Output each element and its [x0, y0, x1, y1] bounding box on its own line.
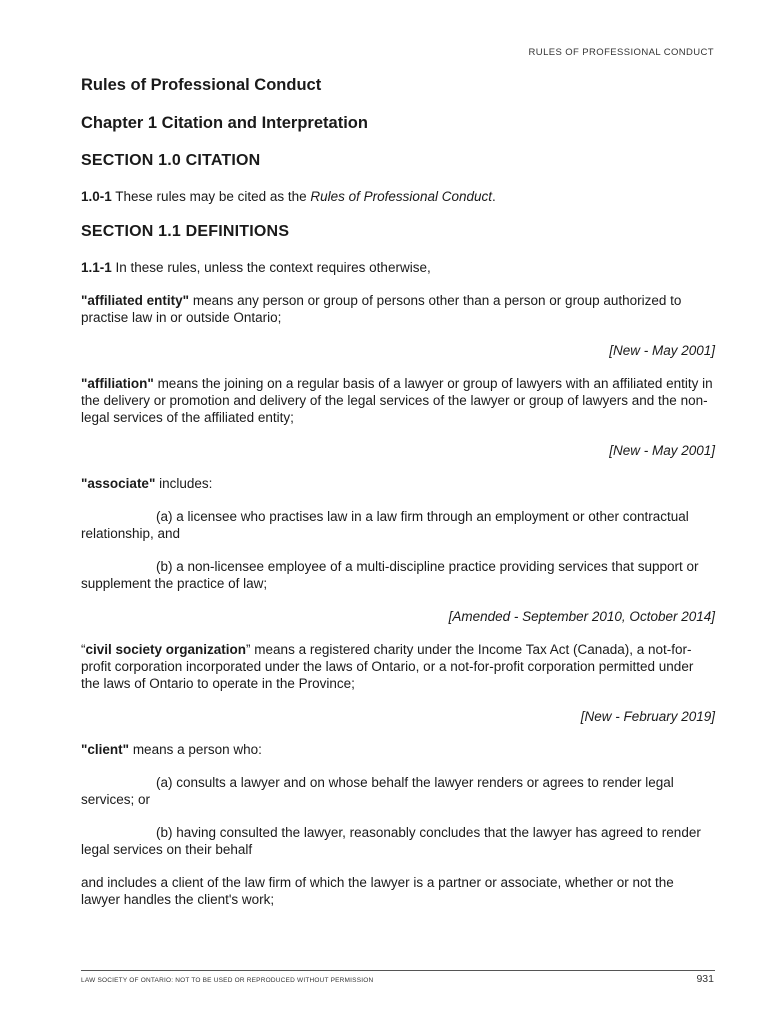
- footer-divider: [81, 970, 715, 971]
- defined-term: "client": [81, 742, 130, 757]
- page-content: [81, 74, 715, 908]
- defined-term: "affiliation": [81, 376, 154, 391]
- definition-text: means a registered charity under the Income Tax Act (Canada), a not-for-profit corporation incorporated under the laws of Ontario, or a not-for-profit corporation permitted under the laws of Ontario to operate in the Province;: [81, 642, 694, 691]
- amendment-note: [Amended - September 2010, October 2014]: [448, 609, 715, 624]
- rule-1-1-1: [81, 259, 715, 276]
- client-item-b: (b) having consulted the lawyer, reasonably concludes that the lawyer has agreed to render legal services on their behalf: [81, 825, 701, 857]
- definition-affiliated-entity: [81, 292, 715, 326]
- open-quote: “: [81, 642, 86, 657]
- associate-item-b: (b) a non-licensee employee of a multi-discipline practice providing services that support or supplement the practice of law;: [81, 559, 699, 591]
- associate-item-a: (a) a licensee who practises law in a law firm through an employment or other contractual relationship, and: [81, 509, 689, 541]
- footer-notice: LAW SOCIETY OF ONTARIO: NOT TO BE USED OR REPRODUCED WITHOUT PERMISSION: [81, 977, 374, 984]
- section-heading-definitions: SECTION 1.1 DEFINITIONS: [81, 223, 290, 240]
- chapter-title: Chapter 1 Citation and Interpretation: [81, 114, 368, 132]
- rule-1-0-1: [81, 188, 715, 205]
- rule-title-italic: Rules of Professional Conduct: [310, 189, 492, 204]
- close-quote: ”: [246, 642, 251, 657]
- defined-term: "affiliated entity": [81, 293, 190, 308]
- section-heading-citation: SECTION 1.0 CITATION: [81, 152, 261, 169]
- rule-text: In these rules, unless the context requires otherwise,: [111, 260, 431, 275]
- rule-text: These rules may be cited as the: [111, 189, 311, 204]
- definition-text: means any person or group of persons other than a person or group authorized to practise law in or outside Ontario;: [81, 293, 682, 325]
- definition-text: means a person who:: [129, 742, 262, 757]
- client-closing: and includes a client of the law firm of which the lawyer is a partner or associate, whether or not the lawyer handles the client's work;: [81, 875, 674, 907]
- definition-text: means the joining on a regular basis of a lawyer or group of lawyers with an affiliated entity in the delivery or promotion and delivery of the legal services of the lawyer or group of lawyers and the non-legal services of the affiliated entity;: [81, 376, 713, 425]
- page-number: 931: [696, 973, 714, 985]
- amendment-note: [New - May 2001]: [609, 443, 715, 458]
- definition-civil-society-organization: [81, 641, 715, 692]
- rule-number: 1.1-1: [81, 260, 112, 275]
- definition-affiliation: [81, 375, 715, 426]
- document-title: Rules of Professional Conduct: [81, 76, 322, 94]
- definition-client: [81, 741, 715, 758]
- defined-term: civil society organization: [85, 642, 247, 657]
- amendment-note: [New - February 2019]: [580, 709, 715, 724]
- rule-number: 1.0-1: [81, 189, 112, 204]
- client-item-a: (a) consults a lawyer and on whose behalf the lawyer renders or agrees to render legal services; or: [81, 775, 674, 807]
- amendment-note: [New - May 2001]: [609, 343, 715, 358]
- running-header: RULES OF PROFESSIONAL CONDUCT: [528, 47, 714, 58]
- rule-text-end: .: [492, 189, 496, 204]
- defined-term: "associate": [81, 476, 156, 491]
- definition-associate: [81, 475, 715, 492]
- definition-text: includes:: [155, 476, 213, 491]
